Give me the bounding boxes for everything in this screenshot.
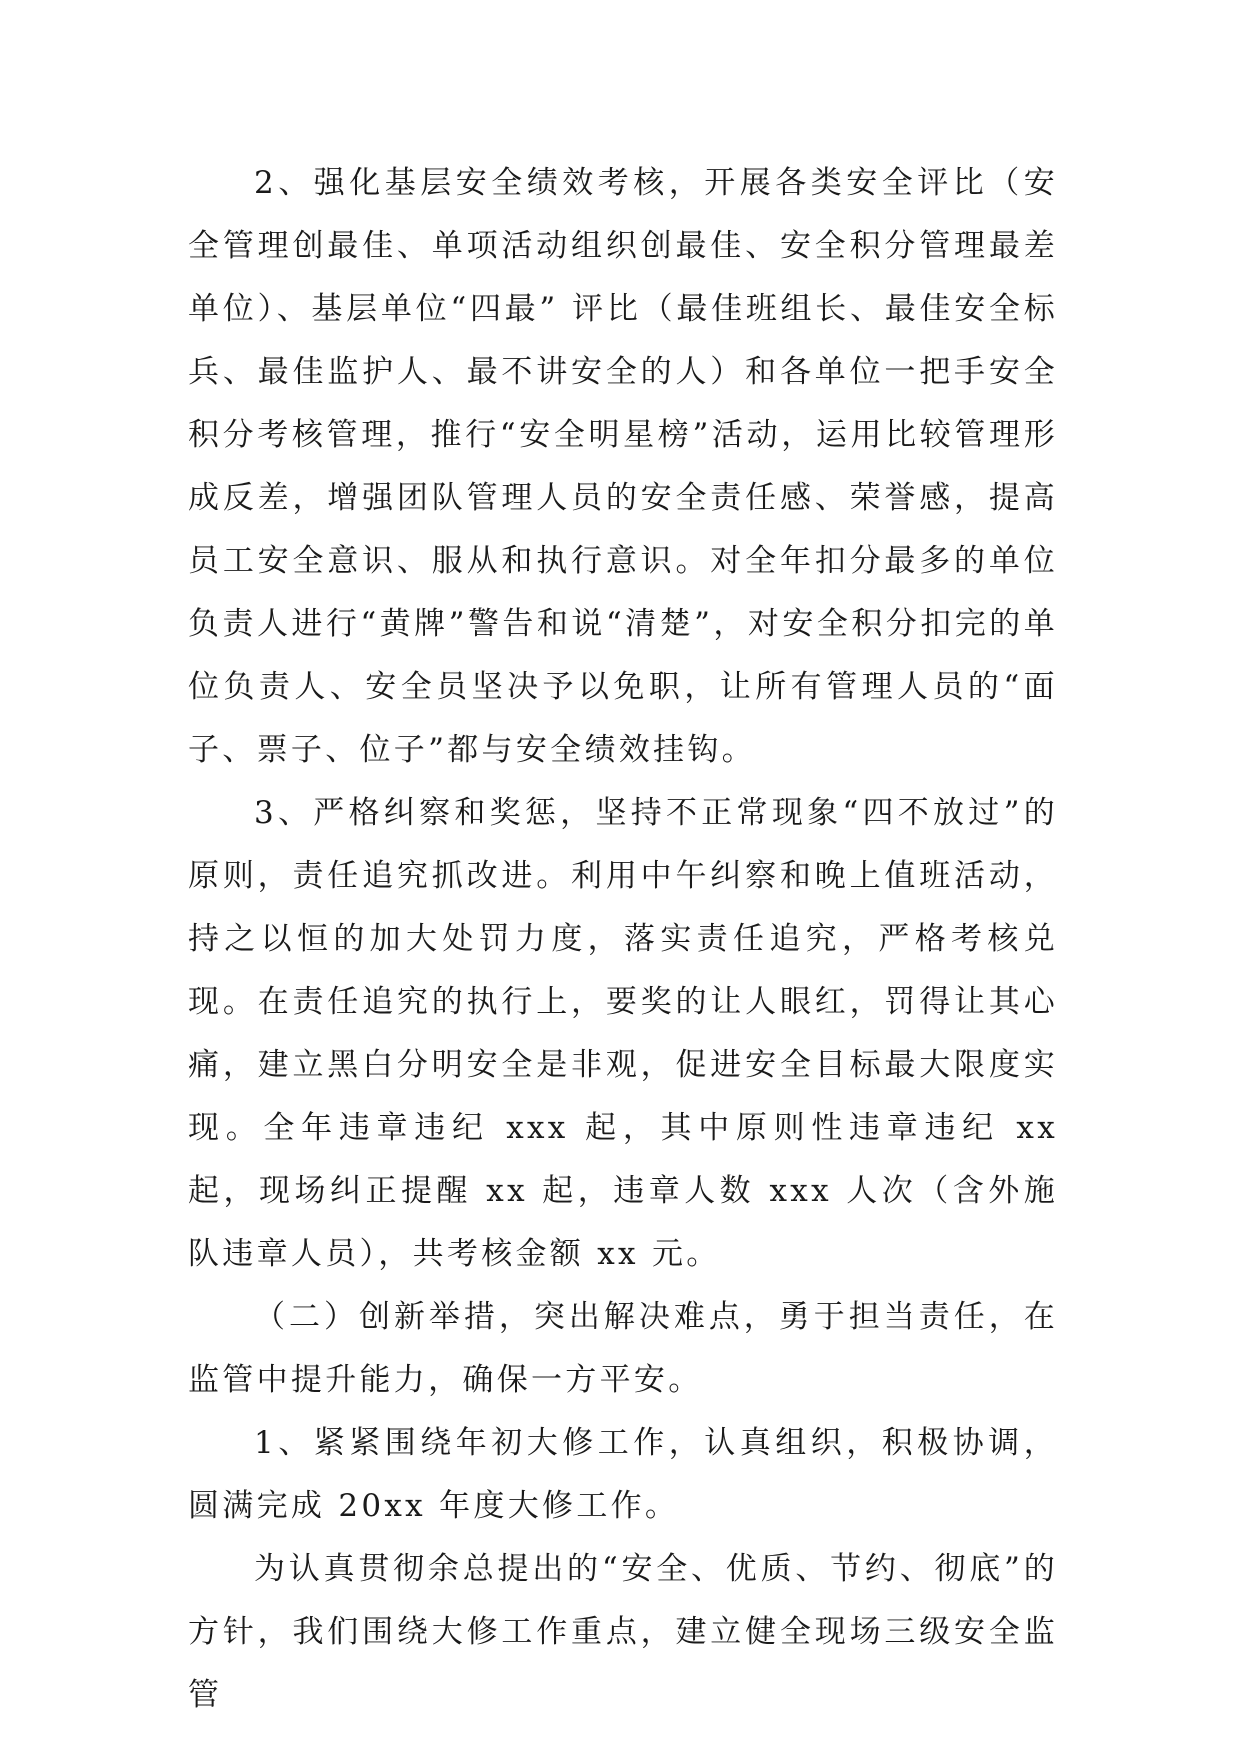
document-body	[188, 152, 1058, 1727]
paragraph-overhaul-work: 1、紧紧围绕年初大修工作，认真组织，积极协调，圆满完成 20xx 年度大修工作。	[188, 1425, 1058, 1524]
paragraph-performance-assessment: 2、强化基层安全绩效考核，开展各类安全评比（安全管理创最佳、单项活动组织创最佳、安全积分管理最差单位）、基层单位“四最” 评比（最佳班组长、最佳安全标兵、最佳监护人、最不讲安全的人）和各单位一把手安全积分考核管理，推行“安全明星榜”活动，运用比较管理形成反差，增强团队管理人员的安全责任感、荣誉感，提高员工安全意识、服从和执行意识。对全年扣分最多的单位负责人进行“黄牌”警告和说“清楚”，对安全积分扣完的单位负责人、安全员坚决予以免职，让所有管理人员的“面子、票子、位子”都与安全绩效挂钩。	[188, 165, 1058, 768]
paragraph-section-heading-two: （二）创新举措，突出解决难点，勇于担当责任，在监管中提升能力，确保一方平安。	[188, 1299, 1058, 1398]
paragraph-inspection-rewards: 3、严格纠察和奖惩，坚持不正常现象“四不放过”的原则，责任追究抓改进。利用中午纠察和晚上值班活动，持之以恒的加大处罚力度，落实责任追究，严格考核兑现。在责任追究的执行上，要奖的让人眼红，罚得让其心痛，建立黑白分明安全是非观，促进安全目标最大限度实现。全年违章违纪 xxx 起，其中原则性违章违纪 xx 起，现场纠正提醒 xx 起，违章人数 xxx 人次（含外施队违章人员），共考核金额 xx 元。	[188, 795, 1058, 1272]
paragraph-policy-implementation: 为认真贯彻余总提出的“安全、优质、节约、彻底”的方针，我们围绕大修工作重点，建立健全现场三级安全监管	[188, 1551, 1058, 1713]
